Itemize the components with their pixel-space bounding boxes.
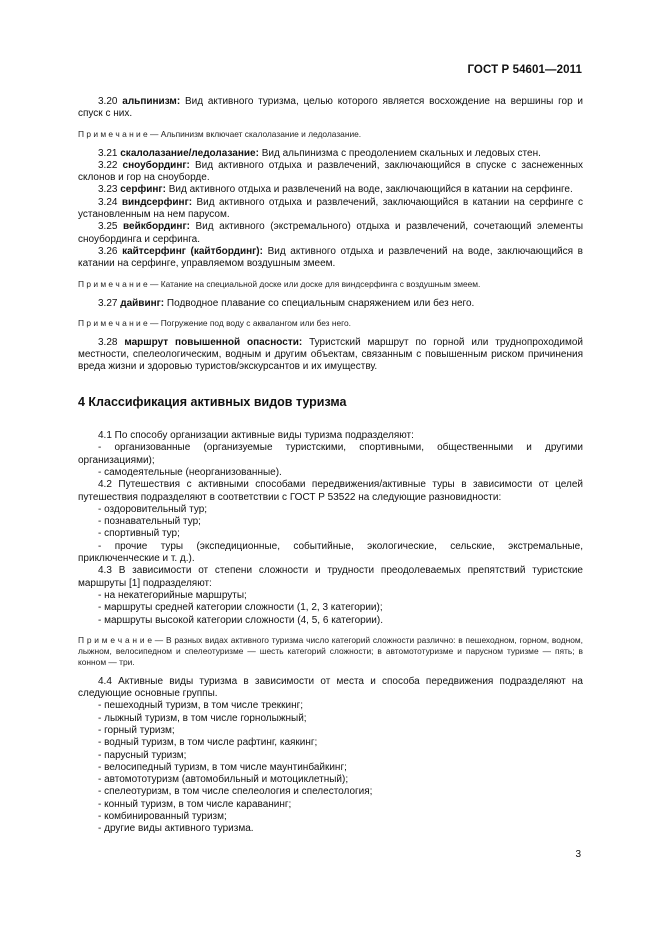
paragraph-4-3: 4.3 В зависимости от степени сложности и трудности преодолеваемых препятствий туристские маршруты [1] подразделяют: [78, 565, 583, 589]
list-item: - горный туризм; [98, 724, 175, 736]
list-item: - парусный туризм; [98, 749, 187, 761]
section-4-heading: 4 Классификация активных видов туризма [78, 394, 347, 409]
note: П р и м е ч а н и е — Альпинизм включает скалолазание и ледолазание. [78, 128, 362, 139]
list-item: - организованные (организуемые туристскими, спортивными, общественными и другими организациями); [78, 442, 583, 466]
note: П р и м е ч а н и е — Погружение под воду с аквалангом или без него. [78, 317, 351, 328]
definition-3-23: 3.23 серфинг: Вид активного отдыха и развлечений на воде, заключающийся в катании на серфинге. [98, 184, 573, 196]
paragraph-4-1: 4.1 По способу организации активные виды туризма подразделяют: [98, 430, 414, 442]
list-item: - на некатегорийные маршруты; [98, 589, 247, 601]
term: альпинизм: [122, 96, 181, 107]
list-item: - другие виды активного туризма. [98, 823, 254, 835]
list-item: - спелеотуризм, в том числе спелеология и спелестология; [98, 786, 373, 798]
definition-3-22: 3.22 сноубординг: Вид активного отдыха и развлечений, заключающийся в спуске с заснеженных склонов и гор на сноуборде. [78, 159, 583, 184]
paragraph-4-2: 4.2 Путешествия с активными способами передвижения/активные туры в зависимости от целей путешествия подразделяют в соответствии с ГОСТ Р 53522 на следующие разновидности: [78, 479, 583, 503]
definition-3-26: 3.26 кайтсерфинг (кайтбординг): Вид активного отдыха и развлечений на воде, заключающийся в катании на серфинге, управляемом воздушным змеем. [78, 245, 583, 270]
list-item: - маршруты высокой категории сложности (4, 5, 6 категории). [98, 614, 383, 626]
list-item: - лыжный туризм, в том числе горнолыжный; [98, 712, 307, 724]
note: П р и м е ч а н и е — Катание на специальной доске или доске для виндсерфинга с воздушным змеем. [78, 278, 481, 289]
definition-3-28: 3.28 маршрут повышенной опасности: Туристский маршрут по горной или труднопроходимой местности, спелеологическим, водным и другим объектам, связанным с повышенным риском причинения вреда жизни и здоровью туристов/экскурсантов и их имуществу. [78, 336, 583, 373]
list-item: - конный туризм, в том числе караванинг; [98, 798, 292, 810]
page-content [78, 96, 583, 836]
definition-3-25: 3.25 вейкбординг: Вид активного (экстремального) отдыха и развлечений, сочетающий элементы сноубординга и серфинга. [78, 221, 584, 245]
list-item: - комбинированный туризм; [98, 811, 227, 823]
list-item: - маршруты средней категории сложности (1, 2, 3 категории); [98, 602, 383, 614]
list-item: - самодеятельные (неорганизованные). [98, 466, 282, 478]
definition-3-20: 3.20 альпинизм: Вид активного туризма, целью которого является восхождение на вершины гор и спуск с них. [78, 96, 584, 120]
definition-3-27: 3.27 дайвинг: Подводное плавание со специальным снаряжением или без него. [98, 297, 475, 309]
list-item: - оздоровительный тур; [98, 503, 208, 515]
list-item: - автомототуризм (автомобильный и мотоциклетный); [98, 774, 349, 786]
list-item: - спортивный тур; [98, 528, 180, 540]
page-number: 3 [575, 849, 581, 860]
definition-3-24: 3.24 виндсерфинг: Вид активного отдыха и развлечений, заключающийся в катании на серфинге с установленным на нем парусом. [78, 196, 583, 221]
note: П р и м е ч а н и е — В разных видах активного туризма число категорий сложности различно: в пешеходном, горном, водном, лыжном, велосипедном и спелеотуризме — шесть категорий сложности; в автомототуризме и парусном туризме — пять; в конном — три. [78, 634, 583, 667]
list-item: - пешеходный туризм, в том числе треккинг; [98, 700, 304, 712]
list-item: - водный туризм, в том числе рафтинг, каякинг; [98, 737, 318, 749]
list-item: - прочие туры (экспедиционные, событийные, экологические, сельские, экстремальные, приключенческие и т. д.). [78, 540, 583, 565]
list-item: - познавательный тур; [98, 516, 201, 528]
document-id-header: ГОСТ Р 54601—2011 [467, 64, 582, 76]
list-item: - велосипедный туризм, в том числе маунтинбайкинг; [98, 761, 347, 773]
paragraph-4-4: 4.4 Активные виды туризма в зависимости от места и способа передвижения подразделяют на следующие основные группы. [78, 675, 583, 700]
definition-3-21: 3.21 скалолазание/ледолазание: Вид альпинизма с преодолением скальных и ледовых стен. [98, 147, 541, 159]
